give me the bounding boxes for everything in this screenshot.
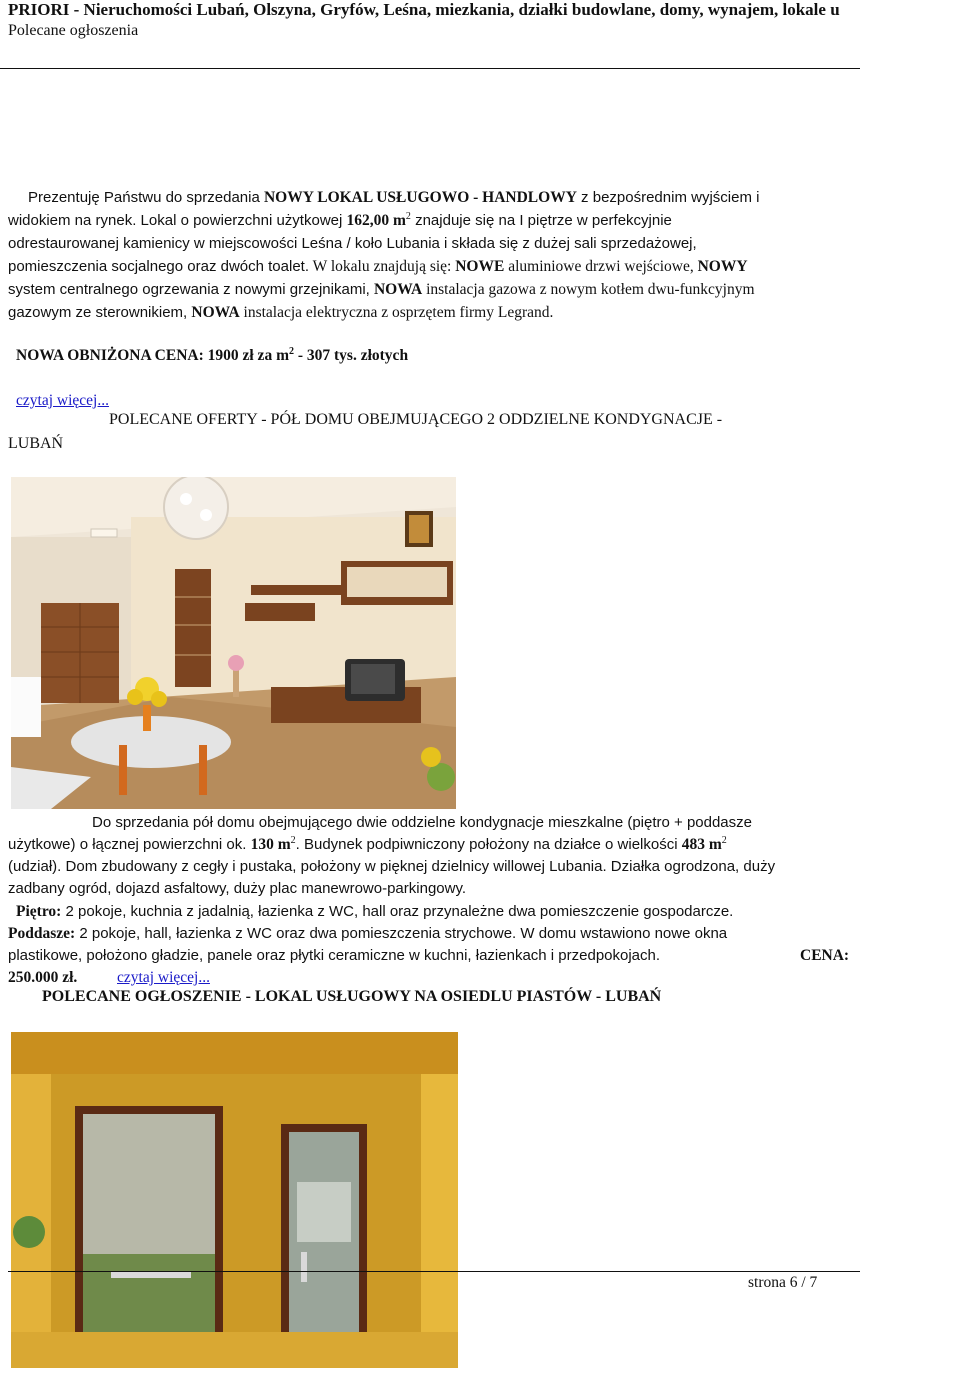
page-number: strona 6 / 7 [748,1274,818,1291]
offer2-price-value: 250.000 zł. [8,969,78,986]
commercial-unit-photo-image [11,1032,458,1368]
offer2-read-more-link[interactable]: czytaj więcej... [117,969,210,986]
offer2-line2: użytkowe) o łącznej powierzchni ok. 130 $m^2$. Budynek podpiwniczony położony na działce o wielkości 483 $m^2$ [8,834,727,853]
offer2-line4: zadbany ogród, dojazd asfaltowy, duży plac manewrowo-parkingowy. [8,880,467,897]
offer3-heading: POLECANE OGŁOSZENIE - LOKAL USŁUGOWY NA OSIEDLU PIASTÓW - LUBAŃ [42,988,662,1005]
offer1-read-more-link[interactable]: czytaj więcej... [16,392,109,409]
offer2-price-label: CENA: [800,947,850,964]
offer1-line6: gazowym ze sterownikiem, NOWA instalacja elektryczna z osprzętem firmy Legrand. [8,304,554,321]
offer1-price: NOWA OBNIŻONA CENA: 1900 zł za $m^2 - 307$ tys. złotych [16,345,409,364]
offer2-heading: POLECANE OFERTY - PÓŁ DOMU OBEJMUJĄCEGO 2 ODDZIELNE KONDYGNACJE - [109,411,723,428]
header-divider [0,68,860,69]
offer1-line5: system centralnego ogrzewania z nowymi grzejnikami, NOWA instalacja gazowa z nowym kotłem dwu-funkcyjnym [8,281,755,298]
commercial-unit-photo [11,1032,458,1368]
page-subtitle: Polecane ogłoszenia [8,22,139,39]
offer2-line3: (udział). Dom zbudowany z cegły i pustaka, położony w pięknej dzielnicy willowej Lubania. Działka ogrodzona, duży [8,858,776,875]
offer2-line1: Do sprzedania pół domu obejmującego dwie oddzielne kondygnacje mieszkalne (piętro + poddasze [92,814,752,831]
offer2-line5: Piętro: 2 pokoje, kuchnia z jadalnią, łazienka z WC, hall oraz przynależne dwa pomieszczenie gospodarcze. [16,903,734,920]
offer1-line3: odrestaurowanej kamienicy w miejscowości Leśna / koło Lubania i składa się z dużej sali sprzedażowej, [8,235,697,252]
living-room-photo-image [11,477,456,809]
footer-divider [8,1271,860,1272]
offer2-line6: Poddasze: 2 pokoje, hall, łazienka z WC oraz dwa pomieszczenia strychowe. W domu wstawiono nowe okna [8,925,728,942]
living-room-photo [11,477,456,809]
offer1-line1: Prezentuję Państwu do sprzedania NOWY LOKAL USŁUGOWO - HANDLOWY z bezpośrednim wyjściem i [28,189,760,206]
offer2-line7: plastikowe, położono gładzie, panele oraz płytki ceramiczne w kuchni, łazienkach i przedpokojach. [8,947,661,964]
offer1-line4: pomieszczenia socjalnego oraz dwóch toalet. W lokalu znajdują się: NOWE aluminiowe drzwi wejściowe, NOWY [8,258,748,275]
offer1-line2: widokiem na rynek. Lokal o powierzchni użytkowej 162,00 $m^2$ znajduje się na I piętrze w perfekcyjnie [8,210,672,229]
site-title: PRIORI - Nieruchomości Lubań, Olszyna, Gryfów, Leśna, miezkania, działki budowlane, domy, wynajem, lokale u [8,0,840,19]
offer2-heading-cont: LUBAŃ [8,435,64,452]
